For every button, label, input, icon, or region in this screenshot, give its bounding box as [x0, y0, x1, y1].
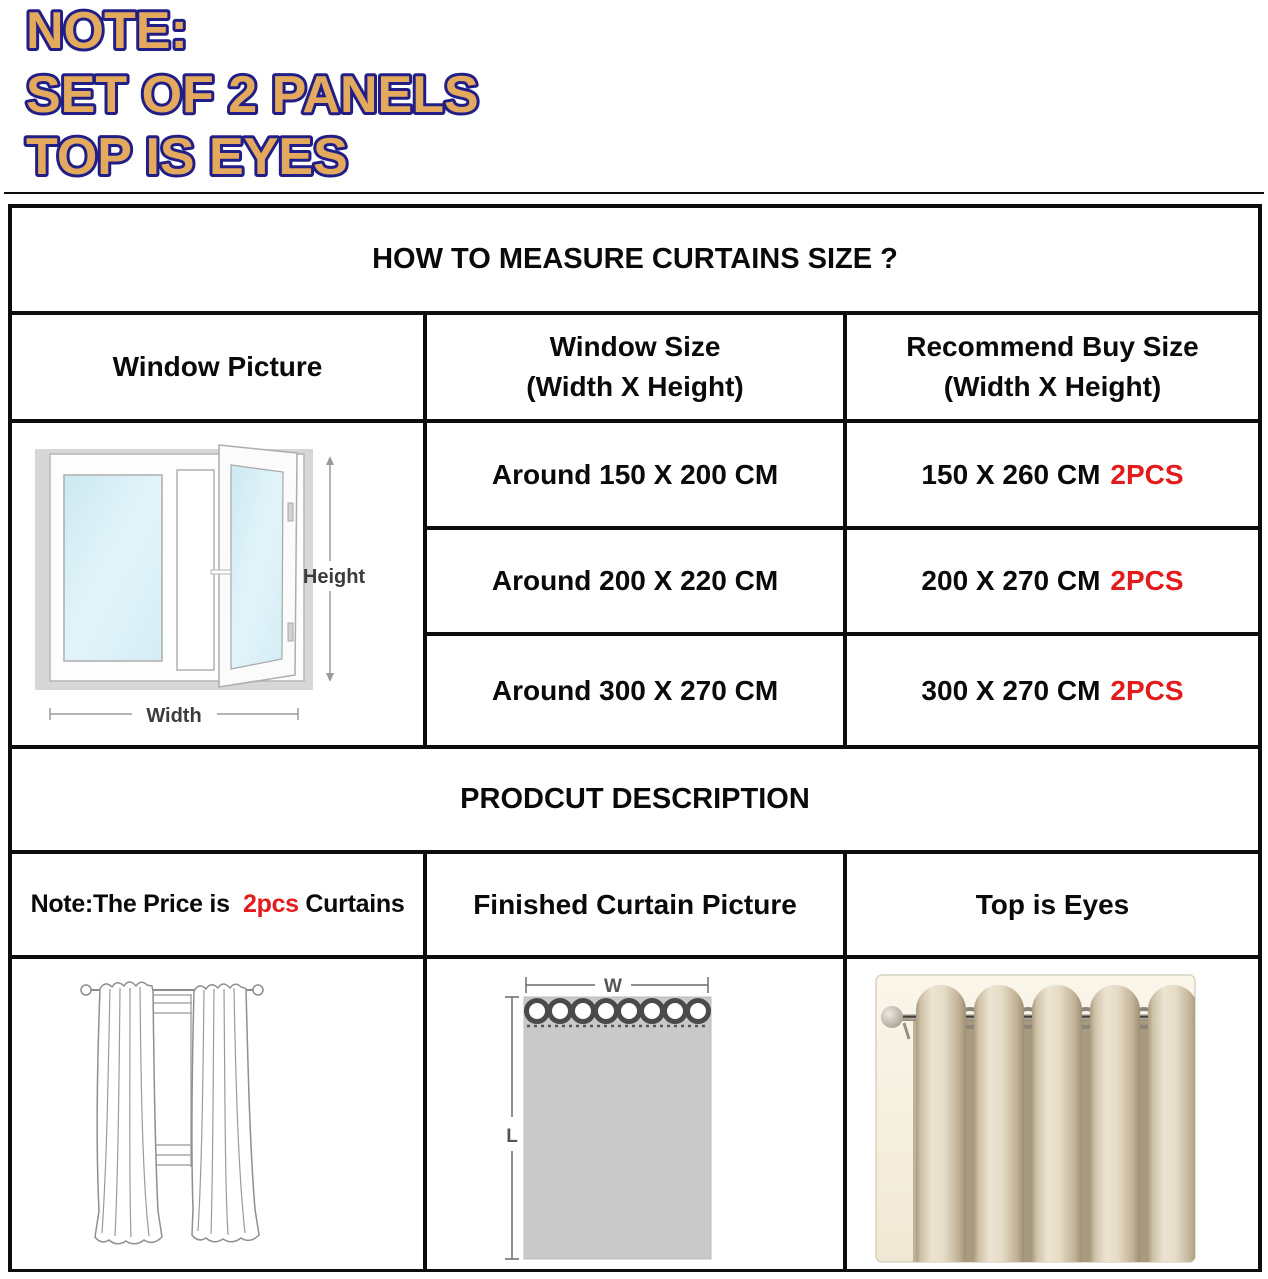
buy-size-row-3 [847, 636, 1258, 745]
width-dimension-label: Width [146, 705, 202, 727]
finished-curtain-label: Finished Curtain Picture [427, 854, 843, 955]
column-header-window-picture: Window Picture [12, 315, 423, 419]
note-line-1: NOTE: [26, 2, 188, 60]
note-line-2: SET OF 2 PANELS [26, 66, 479, 124]
top-style-label: Top is Eyes [847, 854, 1258, 955]
quantity-badge: 2PCS [1110, 458, 1184, 490]
curtain-photo [847, 959, 1258, 1269]
note-line-3: TOP IS EYES [26, 128, 348, 186]
hinge-icon [288, 503, 293, 521]
curtain-panel-shape [524, 997, 711, 1259]
product-description-title: PRODCUT DESCRIPTION [12, 749, 1258, 850]
quantity-badge: 2PCS [1110, 674, 1184, 706]
price-note-suffix: Curtains [298, 889, 405, 918]
column-header-window-size [427, 315, 843, 419]
buy-size-row-1 [847, 423, 1258, 526]
price-note-prefix: Note:The Price is [30, 889, 237, 918]
window-open-sash-glass [231, 465, 283, 669]
buy-size-header-line2: (Width X Height) [943, 371, 1162, 402]
window-glass-left [64, 475, 162, 661]
measurement-table [8, 204, 1262, 1272]
window-size-row-3: Around 300 X 270 CM [427, 636, 843, 745]
window-illustration [12, 423, 423, 745]
table-title: HOW TO MEASURE CURTAINS SIZE ? [12, 208, 1258, 311]
rod-finial-icon [881, 1006, 903, 1028]
height-dimension-label: Height [302, 566, 366, 588]
hinge-icon [288, 623, 293, 641]
grommet-panel-diagram [427, 959, 843, 1269]
buy-size-value: 300 X 270 CM [921, 674, 1101, 706]
window-size-header-line2: (Width X Height) [526, 371, 744, 402]
window-size-header-line1: Window Size [549, 331, 721, 363]
price-note-quantity: 2pcs [236, 889, 299, 918]
finished-curtain-diagram-cell [427, 959, 843, 1269]
curtain-panel-right [192, 984, 259, 1242]
top-divider-line [4, 192, 1264, 194]
window-pane-middle [177, 470, 214, 670]
buy-size-value: 200 X 270 CM [921, 565, 1101, 597]
buy-size-value: 150 X 260 CM [921, 458, 1101, 490]
note-banner [18, 0, 658, 192]
curtain-sketch-illustration [12, 959, 423, 1269]
window-size-row-1: Around 150 X 200 CM [427, 423, 843, 526]
curtain-panel-left [95, 982, 162, 1244]
curtain-photo-cell [847, 959, 1258, 1269]
curtain-sketch-cell [12, 959, 423, 1269]
quantity-badge: 2PCS [1110, 565, 1184, 597]
curtain-folds [916, 985, 1198, 1262]
buy-size-header-line1: Recommend Buy Size [906, 331, 1199, 363]
window-handle-icon [211, 570, 231, 574]
window-size-row-2: Around 200 X 220 CM [427, 530, 843, 632]
buy-size-row-2 [847, 530, 1258, 632]
panel-width-label: W [604, 976, 622, 997]
panel-length-label: L [506, 1126, 518, 1147]
window-picture-cell [12, 423, 423, 745]
price-note-cell [12, 854, 423, 955]
column-header-buy-size [847, 315, 1258, 419]
